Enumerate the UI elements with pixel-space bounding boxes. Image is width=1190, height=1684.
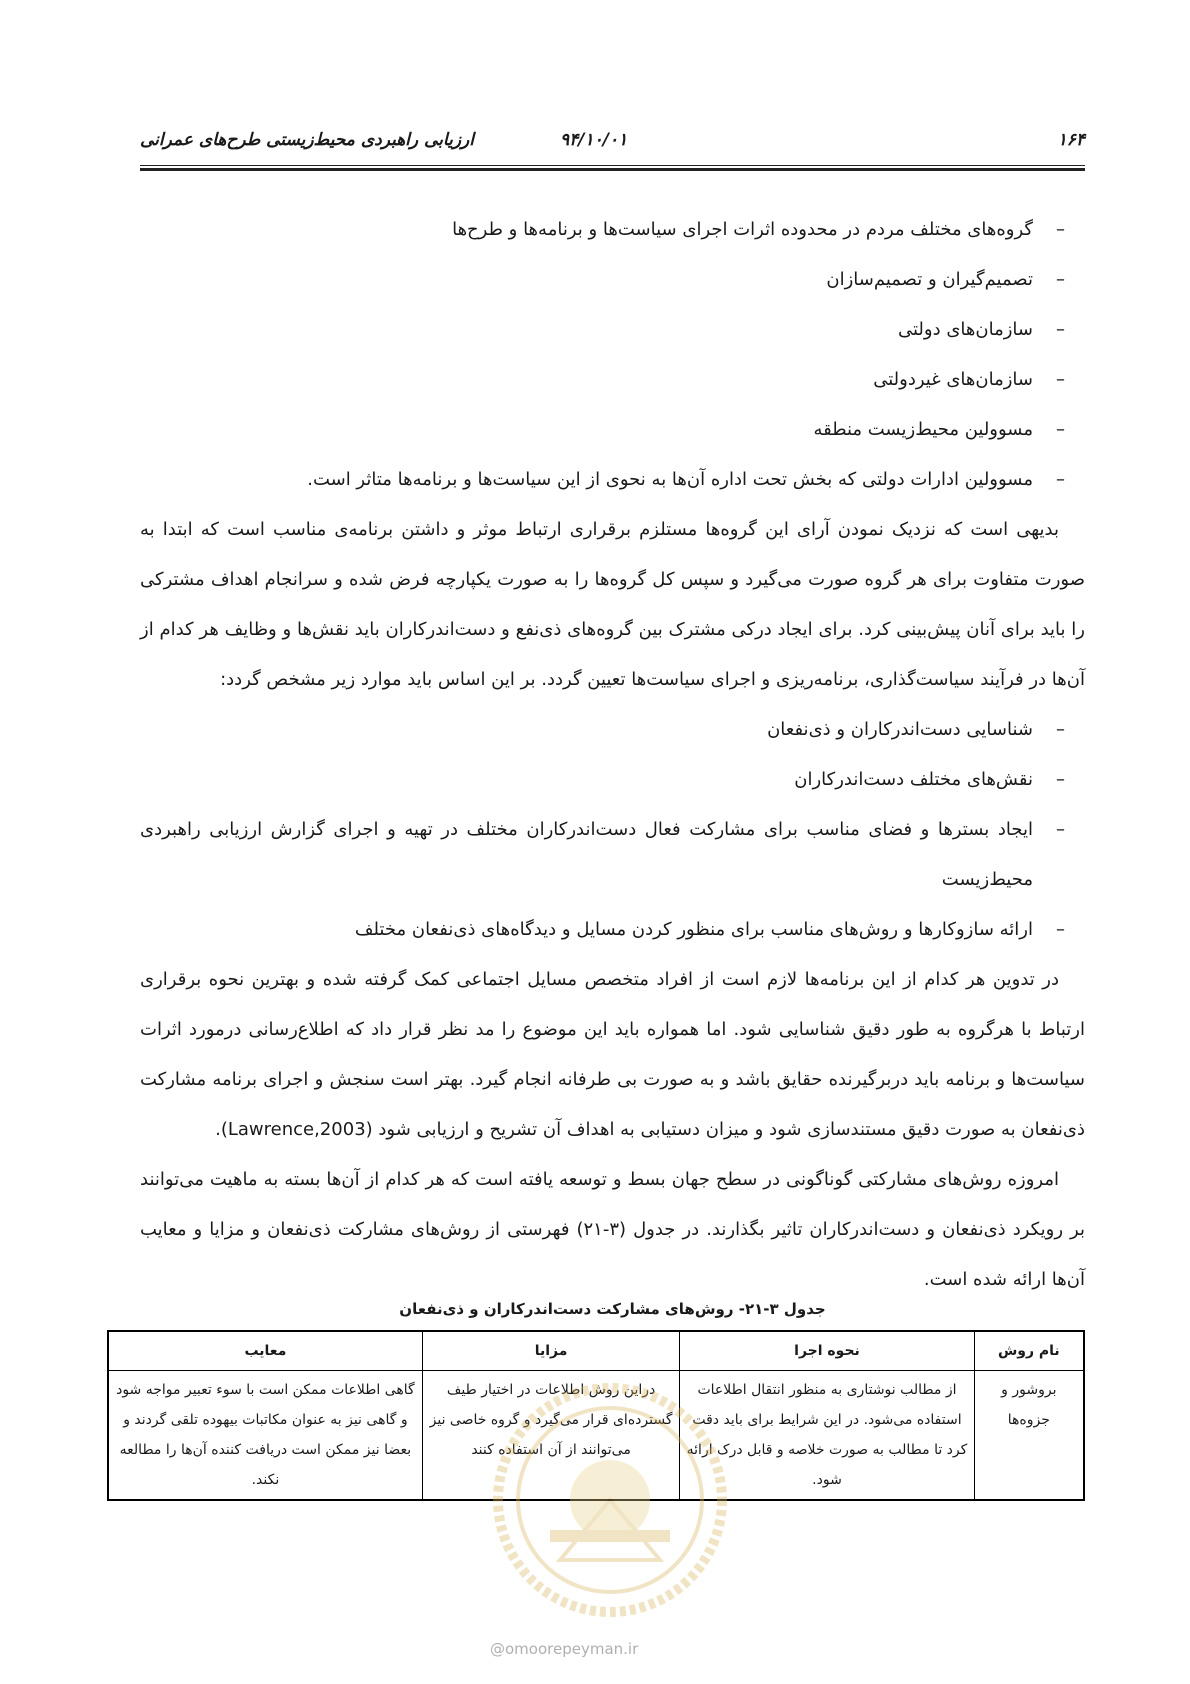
body-paragraph: بدیهی است که نزدیک نمودن آرای این گروه‌ها مستلزم برقراری ارتباط موثر و داشتن برنامه‌ی مناسب است که ابتدا به صورت متفاوت برای هر گروه صورت می‌گیرد و سپس کل گروه‌ها را به صورت یکپارچه فرض شده و سرانجام اهداف مشترکی را باید برای آنان پیش‌بینی کرد. برای ایجاد درکی مشترک بین گروه‌های ذی‌نفع و دست‌اندرکاران باید نقش‌ها و وظایف هر کدام از آن‌ها در فرآیند سیاست‌گذاری، برنامه‌ریزی و اجرای سیاست‌ها تعیین گردد. بر این اساس باید موارد زیر مشخص گردد: xyxy=(140,519,1085,690)
header-title: ارزیابی راهبردی محیط‌زیستی طرح‌های عمرانی xyxy=(140,130,474,150)
column-header: نام روش xyxy=(974,1331,1084,1371)
column-header: معایب xyxy=(108,1331,422,1371)
execution-cell: از مطالب نوشتاری به منظور انتقال اطلاعات استفاده می‌شود. در این شرایط برای باید دقت کرد تا مطالب به صورت خلاصه و قابل درک ارائه شود. xyxy=(680,1371,974,1501)
list-item: – سازمان‌های دولتی xyxy=(897,319,1065,340)
stakeholder-list xyxy=(140,205,1085,505)
requirements-list xyxy=(140,705,1085,955)
footer-url: @omoorepeyman.ir xyxy=(490,1640,639,1658)
header-date: ۹۴/۱۰/۰۱ xyxy=(560,130,628,150)
list-item: – تصمیم‌گیران و تصمیم‌سازان xyxy=(826,269,1065,290)
seal-logo-icon xyxy=(490,1380,730,1620)
page-header xyxy=(140,130,1085,160)
list-item: – شناسایی دست‌اندرکاران و ذی‌نفعان xyxy=(767,719,1065,740)
table-header-row xyxy=(108,1331,1084,1371)
disadvantages-cell: گاهی اطلاعات ممکن است با سوء تعبیر مواجه شود و گاهی نیز به عنوان مکاتبات بیهوده تلقی گردند و بعضا نیز ممکن است دریافت کننده آن‌ها را مطالعه نکند. xyxy=(108,1371,422,1501)
list-item: – مسوولین محیط‌زیست منطقه xyxy=(813,419,1065,440)
list-item: – ایجاد بسترها و فضای مناسب برای مشارکت فعال دست‌اندرکاران مختلف در تهیه و اجرای گزارش ارزیابی راهبردی محیط‌زیست xyxy=(140,819,1065,890)
list-item: – سازمان‌های غیردولتی xyxy=(873,369,1065,390)
table-caption: جدول ۳-۲۱- روش‌های مشارکت دست‌اندرکاران و ذی‌نفعان xyxy=(399,1300,826,1318)
page-body xyxy=(140,205,1085,1305)
column-header: مزایا xyxy=(422,1331,679,1371)
header-rule xyxy=(140,165,1085,171)
page-number: ۱۶۴ xyxy=(1057,130,1085,150)
list-item: – مسوولین ادارات دولتی که بخش تحت اداره آن‌ها به نحوی از این سیاست‌ها و برنامه‌ها متاثر است. xyxy=(307,469,1065,490)
body-paragraph: امروزه روش‌های مشارکتی گوناگونی در سطح جهان بسط و توسعه یافته است که هر کدام از آن‌ها بسته به ماهیت می‌توانند بر رویکرد ذی‌نفعان و دست‌اندرکاران تاثیر بگذارند. در جدول (۳-۲۱) فهرستی از روش‌های مشارکت ذی‌نفعان و مزایا و معایب آن‌ها ارائه شده است. xyxy=(140,1169,1085,1290)
advantages-cell: دراین روش اطلاعات در اختیار طیف گسترده‌ای قرار می‌گیرد و گروه خاصی نیز می‌توانند از آن استفاده کنند xyxy=(422,1371,679,1501)
method-cell: بروشور و جزوه‌ها xyxy=(974,1371,1084,1501)
list-item: – نقش‌های مختلف دست‌اندرکاران xyxy=(794,769,1065,790)
column-header: نحوه اجرا xyxy=(680,1331,974,1371)
body-paragraph: در تدوین هر کدام از این برنامه‌ها لازم است از افراد متخصص مسایل اجتماعی کمک گرفته شده و بهترین نحوه برقراری ارتباط با هرگروه به طور دقیق شناسایی شود. اما همواره باید این موضوع را مد نظر قرار داد که اطلاع‌رسانی درمورد اثرات سیاست‌ها و برنامه باید دربرگیرنده حقایق باشد و به صورت بی طرفانه انجام گیرد. بهتر است سنجش و اجرای برنامه مشارکت ذی‌نفعان به صورت دقیق مستندسازی شود و میزان دستیابی به اهداف آن تشریح و ارزیابی شود (Lawrence,2003). xyxy=(140,969,1085,1140)
list-item: – ارائه سازوکارها و روش‌های مناسب برای منظور کردن مسایل و دیدگاه‌های ذی‌نفعان مختلف xyxy=(354,919,1065,940)
list-item: – گروه‌های مختلف مردم در محدوده اثرات اجرای سیاست‌ها و برنامه‌ها و طرح‌ها xyxy=(452,219,1065,240)
